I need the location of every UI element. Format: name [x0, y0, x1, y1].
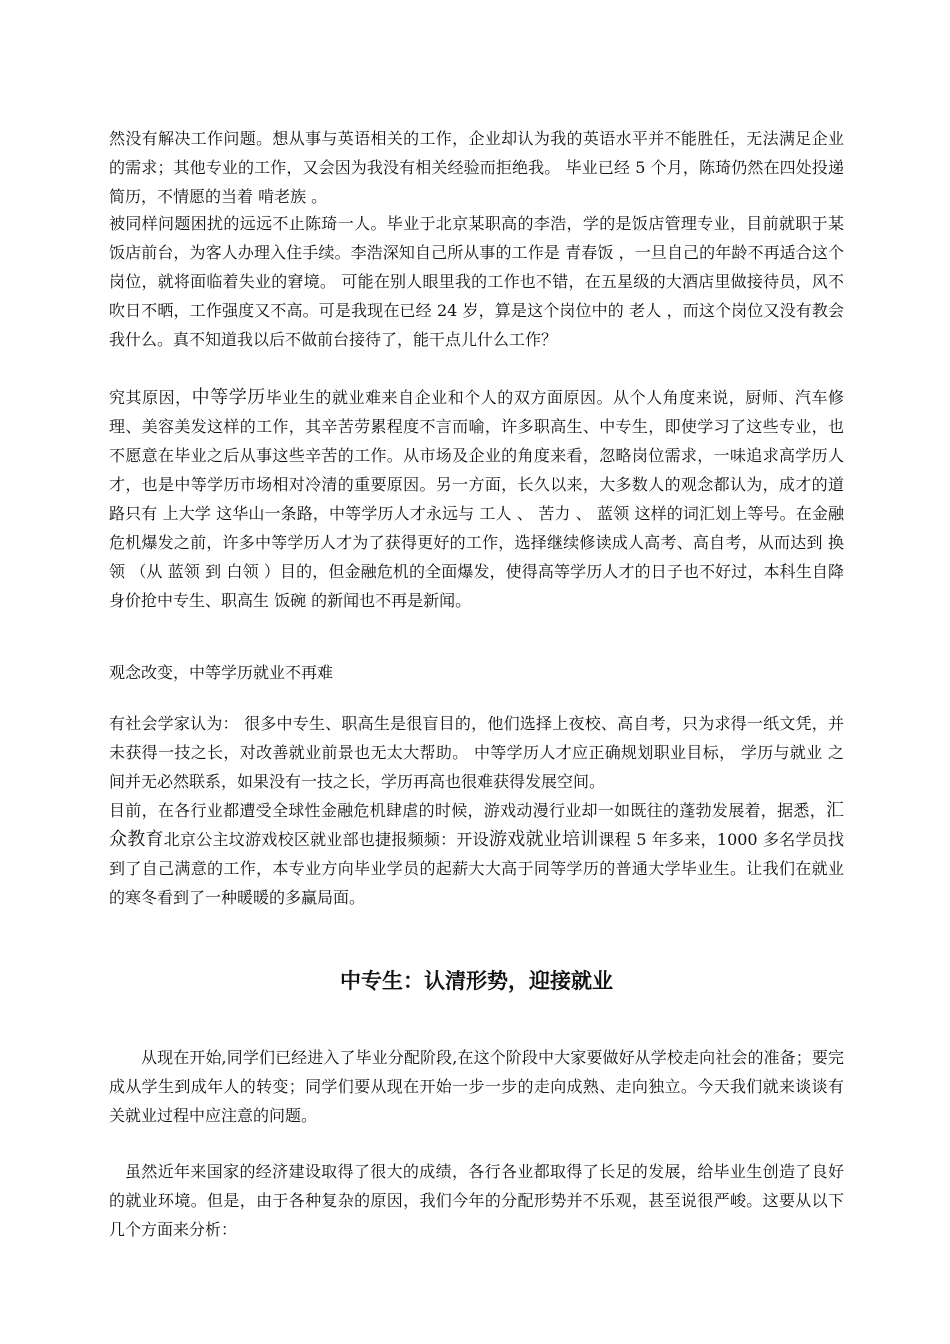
- game-industry-mid: 北京公主坟游戏校区就业部也捷报频频：开设: [163, 830, 489, 849]
- paragraph-reasons: [109, 383, 844, 615]
- keyword-game-training: 游戏就业培训: [488, 829, 599, 850]
- section-heading-mindset: 观念改变，中等学历就业不再难: [109, 663, 334, 682]
- paragraph-sociologist: 有社会学家认为： 很多中专生、职高生是很盲目的，他们选择上夜校、高自考，只为求得一纸文凭，并未获得一技之长，对改善就业前景也无太大帮助。 中等学历人才应正确规划职业目标， 学历与就业 之间并无必然联系，如果没有一技之长，学历再高也很难获得发展空间。: [109, 714, 844, 791]
- paragraph-li-hao: 被同样问题困扰的远远不止陈琦一人。毕业于北京某职高的李浩，学的是饭店管理专业，目前就职于某饭店前台，为客人办理入住手续。李浩深知自己所从事的工作是 青春饭 ，一旦自己的年龄不再适合这个岗位，就将面临着失业的窘境。 可能在别人眼里我的工作也不错，在五星级的大酒店里做接待员，风不吹日不晒，工作强度又不高。可是我现在已经 24 岁，算是这个岗位中的 老人 ，而这个岗位又没有教会我什么。真不知道我以后不做前台接待了，能干点儿什么工作？: [109, 214, 844, 349]
- reasons-lead: 究其原因，: [109, 388, 192, 407]
- paragraph-chen-qi: 然没有解决工作问题。想从事与英语相关的工作，企业却认为我的英语水平并不能胜任，无法满足企业的需求；其他专业的工作，又会因为我没有相关经验而拒绝我。 毕业已经 5 个月，陈琦仍然在四处投递简历，不情愿的当着 啃老族 。: [109, 129, 844, 206]
- page-title: 中专生：认清形势，迎接就业: [340, 968, 613, 993]
- keyword-huizhong-education: 汇众教育: [109, 800, 844, 850]
- keyword-secondary-education: 中等学历: [191, 387, 266, 408]
- game-industry-lead: 目前，在各行业都遭受全球性金融危机肆虐的时候，游戏动漫行业却一如既往的蓬勃发展着，据悉，: [109, 801, 826, 820]
- game-industry-tail: 课程 5 年多来，1000 多名学员找到了自己满意的工作，本专业方向毕业学员的起薪大大高于同等学历的普通大学毕业生。让我们在就业的寒冬看到了一种暖暖的多赢局面。: [109, 830, 844, 907]
- paragraph-graduation-stage: 从现在开始,同学们已经进入了毕业分配阶段,在这个阶段中大家要做好从学校走向社会的准备；要完成从学生到成年人的转变；同学们要从现在开始一步一步的走向成熟、走向独立。今天我们就来谈谈有关就业过程中应注意的问题。: [109, 1048, 844, 1125]
- paragraph-game-industry: [109, 796, 844, 912]
- paragraph-employment-situation: 虽然近年来国家的经济建设取得了很大的成绩，各行各业都取得了长足的发展，给毕业生创造了良好的就业环境。但是，由于各种复杂的原因，我们今年的分配形势并不乐观，甚至说很严峻。这要从以下几个方面来分析：: [109, 1162, 844, 1239]
- reasons-body: 毕业生的就业难来自企业和个人的双方面原因。从个人角度来说，厨师、汽车修理、美容美发这样的工作，其辛苦劳累程度不言而喻，许多职高生、中专生，即使学习了这些专业，也不愿意在毕业之后从事这些辛苦的工作。从市场及企业的角度来看，忽略岗位需求，一味追求高学历人才，也是中等学历市场相对冷清的重要原因。另一方面，长久以来，大多数人的观念都认为，成才的道路只有 上大学 这华山一条路，中等学历人才永远与 工人 、 苦力 、 蓝领 这样的词汇划上等号。在金融危机爆发之前，许多中等学历人才为了获得更好的工作，选择继续修读成人高考、高自考，从而达到 换领 （从 蓝领 到 白领 ）目的，但金融危机的全面爆发，使得高等学历人才的日子也不好过，本科生自降身价抢中专生、职高生 饭碗 的新闻也不再是新闻。: [109, 388, 844, 610]
